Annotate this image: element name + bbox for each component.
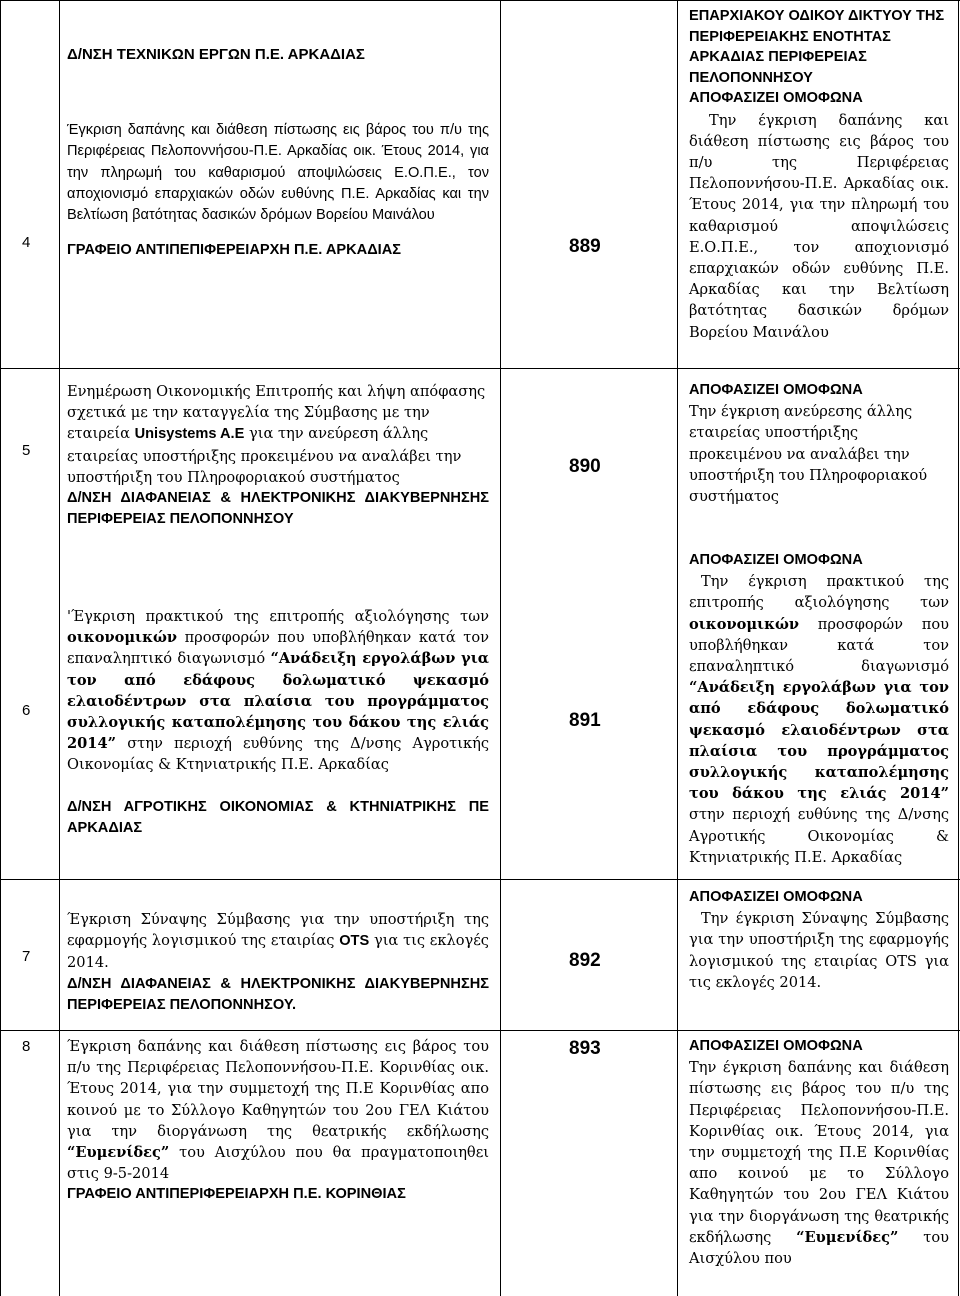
subject-cell <box>67 909 489 1016</box>
decision-text: Την έγκριση πρακτικού της επιτροπής αξιολόγησης των <box>689 573 949 612</box>
decision-cell <box>689 380 949 507</box>
subject-text: Έγκριση δαπάνης και διάθεση πίστωσης εις βάρος του π/υ της Περιφέρειας Πελοποννήσου-Π.Ε. Αρκαδίας οικ. Έτους 2014, για την πληρωμή του καθαρισμού αποψιλώσεις Ε.Ο.Π.Ε., τον αποχιονισμό επαρχιακών οδών ευθύνης Π.Ε. Αρκαδίας και την Βελτίωση βατότητας δασικών δρόμων Βορείου Μαινάλου <box>67 122 489 224</box>
row-number: 8 <box>22 1038 31 1055</box>
program-title: “Ανάδειξη εργολάβων για τον από εδάφους δολωματικό ψεκασμό ελαιοδέντρων στα πλαίσια του προγράμματος συλλογικής καταπολέμησης του δάκου της ελιάς 2014” <box>689 679 949 803</box>
decision-code: 893 <box>569 1038 601 1059</box>
row-number: 6 <box>22 702 31 719</box>
company-name: Unisystems A.E <box>134 426 245 443</box>
subject-text: Έγκριση Σύναψης Σύμβασης για την υποστήριξη της εφαρμογής λογισμικού της εταιρίας <box>67 911 489 950</box>
decision-text: Την έγκριση ανεύρεσης άλλης εταιρείας υποστήριξης προκειμένου να αναλάβει την υποστήριξη του Πληροφοριακού συστήματος <box>689 403 928 506</box>
decision-text: στην περιοχή ευθύνης της Δ/νσης Αγροτικής Οικονομίας & Κτηνιατρικής Π.Ε. Αρκαδίας <box>689 806 949 866</box>
subject-cell <box>67 44 489 261</box>
subject-text: στην περιοχή ευθύνης της Δ/νσης Αγροτικής Οικονομίας & Κτηνιατρικής Π.Ε. Αρκαδίας <box>67 735 489 774</box>
decision-cell <box>689 1036 949 1269</box>
event-title: “Ευμενίδες” <box>796 1228 899 1246</box>
decision-text: του Αισχύλου που <box>689 1228 950 1268</box>
subject-text: για την ανεύρεση άλλης εταιρείας υποστήριξης προκειμένου να αναλάβει την υποστήριξη του Πληροφοριακού συστήματος <box>67 425 462 486</box>
event-title: “Ευμενίδες” <box>67 1144 170 1162</box>
subject-cell <box>67 1036 489 1206</box>
decision-text: Την έγκριση Σύναψης Σύμβασης για την υποστήριξη της εφαρμογής λογισμικού της εταιρίας OTS για τις εκλογές 2014. <box>689 910 949 991</box>
decision-text: Την έγκριση δαπάνης και διάθεση πίστωσης εις βάρος του π/υ της Περιφέρειας Πελοποννήσου-Π.Ε. Αρκαδίας οικ. Έτους 2014, για την πληρωμή του καθαρισμού αποψιλώσεις Ε.Ο.Π.Ε., τον αποχιονισμό επαρχιακών οδών ευθύνης Π.Ε. Αρκαδίας και την Βελτίωση βατότητας δασικών δρόμων Βορείου Μαινάλου <box>689 111 949 341</box>
decision-verdict: ΑΠΟΦΑΣΙΖΕΙ ΟΜΟΦΩΝΑ <box>689 552 863 568</box>
decision-verdict: ΑΠΟΦΑΣΙΖΕΙ ΟΜΟΦΩΝΑ <box>689 889 863 905</box>
decision-header: ΕΠΑΡΧΙΑΚΟΥ ΟΔΙΚΟΥ ΔΙΚΤΥΟΥ ΤΗΣ ΠΕΡΙΦΕΡΕΙΑΚΗΣ ΕΝΟΤΗΤΑΣ ΑΡΚΑΔΙΑΣ ΠΕΡΙΦΕΡΕΙΑΣ ΠΕΛΟΠΟΝΝΗΣΟΥ <box>689 8 945 86</box>
decision-cell <box>689 6 949 343</box>
subject-text: προσφορών που υποβλήθηκαν κατά τον επαναληπτικό διαγωνισμό <box>67 629 490 668</box>
decision-code: 892 <box>569 950 601 971</box>
subject-cell <box>67 381 489 530</box>
decision-cell <box>689 550 949 868</box>
decision-verdict: ΑΠΟΦΑΣΙΖΕΙ ΟΜΟΦΩΝΑ <box>689 90 863 107</box>
decision-verdict: ΑΠΟΦΑΣΙΖΕΙ ΟΜΟΦΩΝΑ <box>689 1038 863 1054</box>
subject-text: Ενημέρωση Οικονομικής Επιτροπής και λήψη απόφασης σχετικά με την καταγγελία της Σύμβασης με την εταιρεία <box>67 383 486 443</box>
row-number: 7 <box>22 948 31 965</box>
decision-text: προσφορών που υποβλήθηκαν κατά τον επαναληπτικό διαγωνισμό <box>689 615 949 676</box>
row-number: 5 <box>22 442 31 459</box>
office-name: ΓΡΑΦΕΙΟ ΑΝΤΙΠΕΠΙΦΕΡΕΙΑΡΧΗ Π.Ε. ΑΡΚΑΔΙΑΣ <box>67 242 402 259</box>
row-number: 4 <box>22 234 31 251</box>
department-name: Δ/ΝΣΗ ΤΕΧΝΙΚΩΝ ΕΡΓΩΝ Π.Ε. ΑΡΚΑΔΙΑΣ <box>67 46 365 63</box>
decision-cell <box>689 887 949 993</box>
department-name: Δ/ΝΣΗ ΑΓΡΟΤΙΚΗΣ ΟΙΚΟΝΟΜΙΑΣ & ΚΤΗΝΙΑΤΡΙΚΗΣ ΠΕ ΑΡΚΑΔΙΑΣ <box>67 798 489 836</box>
department-name: Δ/ΝΣΗ ΔΙΑΦΑΝΕΙΑΣ & ΗΛΕΚΤΡΟΝΙΚΗΣ ΔΙΑΚΥΒΕΡΝΗΣΗΣ ΠΕΡΙΦΕΡΕΙΑΣ ΠΕΛΟΠΟΝΝΗΣΟΥ. <box>67 975 489 1013</box>
decision-code: 891 <box>569 710 601 731</box>
subject-text: για τις εκλογές 2014. <box>67 932 489 972</box>
program-title: “Ανάδειξη εργολάβων για τον από εδάφους δολωματικό ψεκασμό ελαιοδέντρων στα πλαίσια του προγράμματος συλλογικής καταπολέμησης του δάκου της ελιάς 2014” <box>67 650 489 753</box>
decision-code: 890 <box>569 456 601 477</box>
subject-text: 'Έγκριση πρακτικού της επιτροπής αξιολόγησης των <box>67 608 489 625</box>
department-name: Δ/ΝΣΗ ΔΙΑΦΑΝΕΙΑΣ & ΗΛΕΚΤΡΟΝΙΚΗΣ ΔΙΑΚΥΒΕΡΝΗΣΗΣ ΠΕΡΙΦΕΡΕΙΑΣ ΠΕΛΟΠΟΝΝΗΣΟΥ <box>67 490 489 528</box>
decision-emphasis: οικονομικών <box>689 615 800 633</box>
subject-text: Έγκριση δαπάνης και διάθεση πίστωσης εις βάρος του π/υ της Περιφέρειας Πελοποννήσου-Π.Ε. Κορινθίας οικ. Έτους 2014, για την συμμετοχή της Π.Ε Κορινθίας απο κοινού με το Σύλλογο Καθηγητών του 2ου ΓΕΛ Κιάτου για την διοργάνωση της θεατρικής εκδήλωσης <box>67 1038 489 1140</box>
subject-emphasis: οικονομικών <box>67 629 178 647</box>
subject-text: του Αισχύλου που θα πραγματοποιηθει στις 9-5-2014 <box>67 1144 490 1183</box>
decision-text: Την έγκριση δαπάνης και διάθεση πίστωσης εις βάρος του π/υ της Περιφέρειας Πελοποννήσου-Π.Ε. Κορινθίας οικ. Έτους 2014, για την συμμετοχή της Π.Ε Κορινθίας απο κοινού με το Σύλλογο Καθηγητών του 2ου ΓΕΛ Κιάτου για την διοργάνωση της θεατρικής εκδήλωσης <box>689 1059 949 1246</box>
decision-verdict: ΑΠΟΦΑΣΙΖΕΙ ΟΜΟΦΩΝΑ <box>689 382 863 398</box>
company-name: OTS <box>339 933 370 950</box>
office-name: ΓΡΑΦΕΙΟ ΑΝΤΙΠΕΡΙΦΕΡΕΙΑΡΧΗ Π.Ε. ΚΟΡΙΝΘΙΑΣ <box>67 1186 406 1203</box>
decision-code: 889 <box>569 236 601 257</box>
subject-cell <box>67 606 489 839</box>
